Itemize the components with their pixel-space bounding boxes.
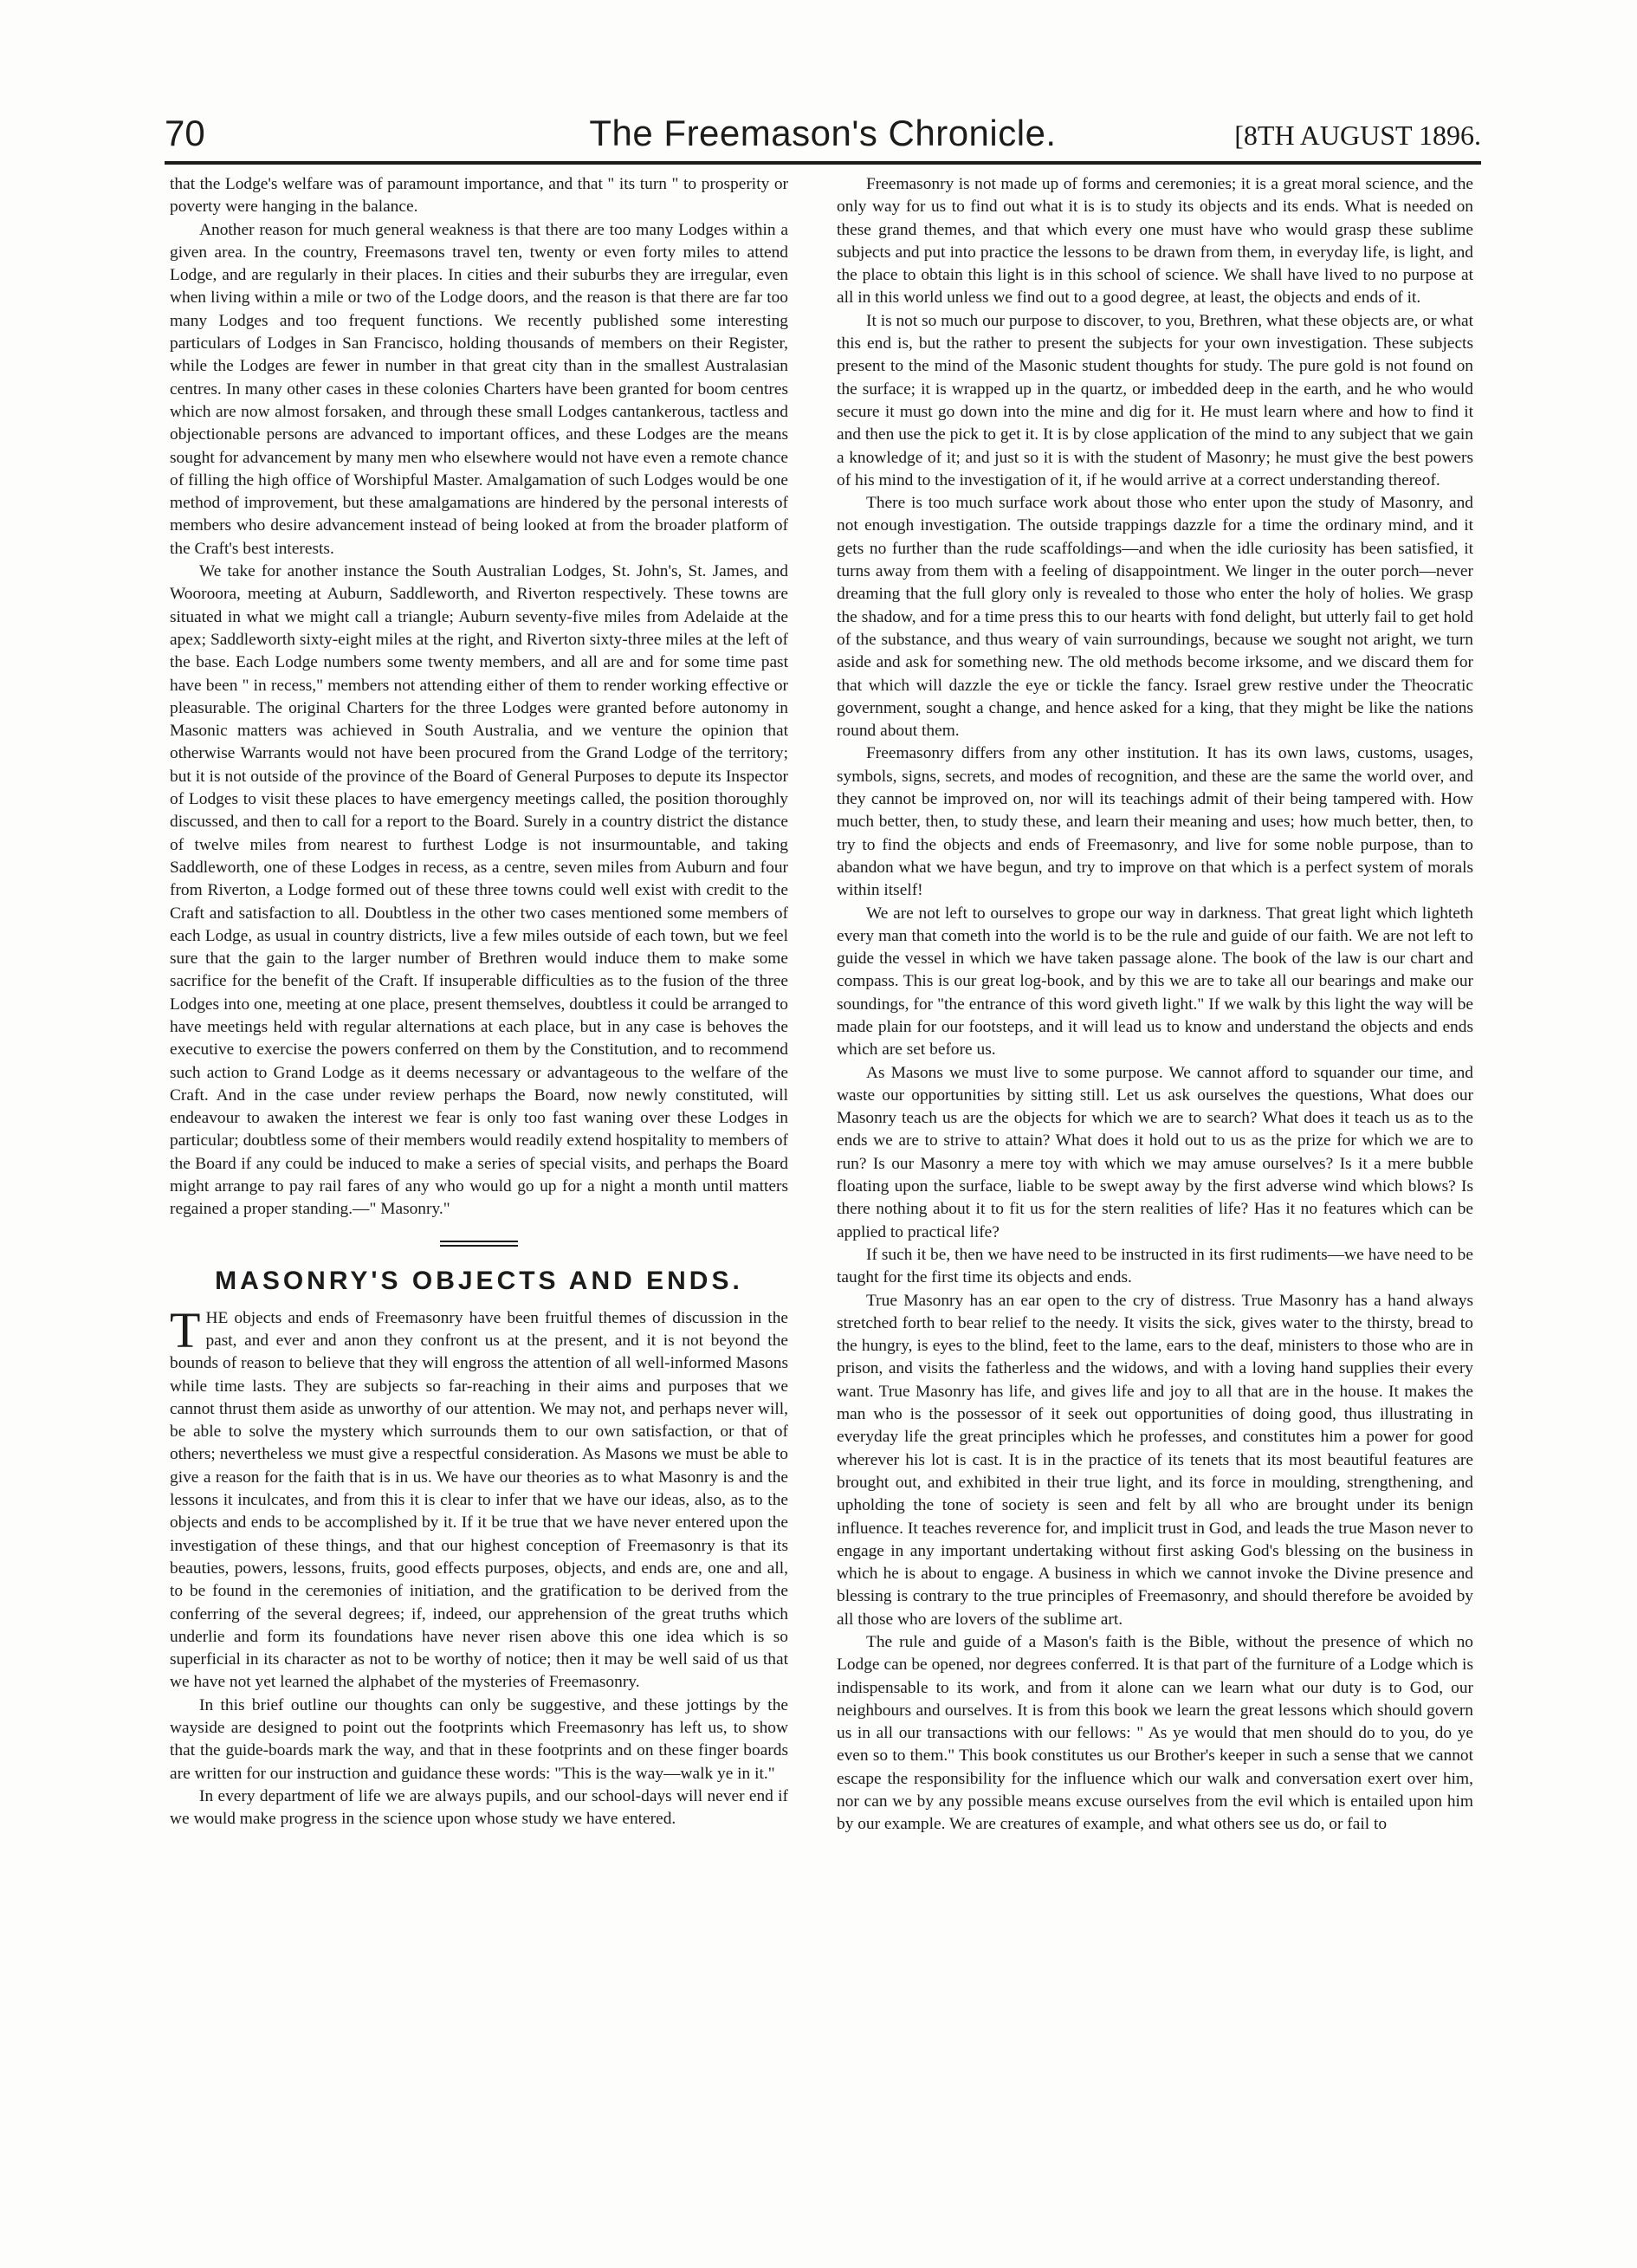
paragraph: In this brief outline our thoughts can only be suggestive, and these jottings by the wayside are designed to point out the footprints which Freemasonry has left us, to show that the guide-boards mark the way, and that in these footprints and on these finger boards are written for our instruction and guidance these words: "This is the way—walk ye in it." — [170, 1695, 788, 1783]
paragraph: As Masons we must live to some purpose. We cannot afford to squander our time, and waste our opportunities by sitting still. Let us ask ourselves the questions, What does our Masonry teach us are the objects for which we are to search? What does it teach us as to the ends we are to strive to attain? What does it hold out to us as the prize for which we are to run? Is our Masonry a mere toy with which we may amuse ourselves? Is it a mere bubble floating upon the surface, liable to be swept away by the first adverse wind which blows? Is there nothing about it to fit us for the stern realities of life? Has it no features which can be applied to practical life? — [837, 1063, 1473, 1241]
issue-date: [8TH AUGUST 1896. — [1234, 120, 1481, 151]
paragraph: We take for another instance the South Australian Lodges, St. John's, St. James, and Wooroora, meeting at Auburn, Saddleworth, and Riverton respectively. These towns are situated in what we might call a triangle; Auburn seventy-five miles from Adelaide at the apex; Saddleworth sixty-eight miles at the right, and Riverton sixty-three miles at the left of the base. Each Lodge numbers some twenty members, and all are and for some time past have been " in recess," members not attending either of them to render working effective or pleasurable. The original Charters for the three Lodges were granted before autonomy in Masonic matters was achieved in South Australia, and we venture the opinion that otherwise Warrants would not have been procured from the Grand Lodge of the territory; but it is not outside of the province of the Board of General Purposes to depute its Inspector of Lodges to visit these places to have emergency meetings called, the position thoroughly discussed, and then to call for a report to the Board. Surely in a country district the distance of twelve miles from nearest to furthest Lodge is not insurmountable, and taking Saddleworth, one of these Lodges in recess, as a centre, seven miles from Auburn and four from Riverton, a Lodge formed out of these three towns could well exist with credit to the Craft and satisfaction to all. Doubtless in the other two cases mentioned some members of each Lodge, as usual in country districts, live a few miles outside of each town, but we feel sure that the gain to the larger number of Brethren would induce them to make some sacrifice for the benefit of the Craft. If insuperable difficulties as to the fusion of the three Lodges into one, meeting at one place, present themselves, doubtless it could be arranged to have meetings held with regular alternations at each place, but in any case is behoves the executive to exercise the powers conferred on them by the Constitution, and to recommend such action to Grand Lodge as it deems necessary or advantageous to the welfare of the Craft. And in the case under review perhaps the Board, now newly constituted, will endeavour to awaken the interest we fear is only too fast waning over these Lodges in particular; doubtless some of their members would readily extend hospitality to members of the Board if any could be induced to make a series of special visits, and perhaps the Board might arrange to pay rail fares of any who would go up for a night a month until matters regained a proper standing.—" Masonry." — [170, 562, 788, 1219]
masthead-rule — [165, 161, 1481, 165]
section-divider — [440, 1241, 518, 1247]
paragraph: We are not left to ourselves to grope our way in darkness. That great light which lighteth every man that cometh into the world is to be the rule and guide of our faith. We are not left to guide the vessel in which we have taken passage alone. The book of the law is our chart and compass. This is our great log-book, and by this we are to take all our bearings and make our soundings, for "the entrance of this word giveth light." If we walk by this light the way will be made plain for our footsteps, and it will lead us to know and understand the objects and ends which are set before us. — [837, 904, 1473, 1059]
paragraph: Freemasonry is not made up of forms and ceremonies; it is a great moral science, and the only way for us to find out what it is is to study its objects and its ends. What is needed on these grand themes, and that which every one must have who would grasp these sublime subjects and put into practice the lessons to be drawn from them, in everyday life, is light, and the place to obtain this light is in this school of science. We shall have lived to no purpose at all in this world unless we find out to a good degree, at least, the objects and ends of it. — [837, 175, 1473, 308]
paragraph: There is too much surface work about those who enter upon the study of Masonry, and not enough investigation. The outside trappings dazzle for a time the ordinary mind, and it gets no further than the rude scaffoldings—and when the idle curiosity has been satisfied, it turns away from them with a feeling of disappointment. We linger in the outer porch—never dreaming that the full glory only is revealed to those who enter the holy of holies. We grasp the shadow, and for a time press this to our hearts with fond delight, but utterly fail to get hold of the substance, and thus weary of vain surroundings, because we sought not aright, we turn aside and ask for something new. The old methods become irksome, and we discard them for that which will dazzle the eye or tickle the fancy. Israel grew restive under the Theocratic government, sought a change, and hence asked for a king, that they might be like the nations round about them. — [837, 494, 1473, 741]
paragraph: If such it be, then we have need to be instructed in its first rudiments—we have need to be taught for the first time its objects and ends. — [837, 1245, 1473, 1287]
right-column — [837, 173, 1473, 1837]
paragraph: In every department of life we are always pupils, and our school-days will never end if we would make progress in the science upon whose study we have entered. — [170, 1786, 788, 1829]
article-first-paragraph-text: HE objects and ends of Freemasonry have been fruitful themes of discussion in the past, and ever and anon they confront us at the present, and it is not beyond the bounds of reason to believe that they will engross the attention of all well-informed Masons while time lasts. They are subjects so far-reaching in their aims and purposes that we cannot thrust them aside as unworthy of our attention. We may not, and perhaps never will, be able to solve the mystery which surrounds them to our own satisfaction, or that of others; nevertheless we must give a respectful consideration. As Masons we must be able to give a reason for the faith that is in us. We have our theories as to what Masonry is and the lessons it inculcates, and from this it is clear to infer that we have our ideas, also, as to the objects and ends to be accomplished by it. If it be true that we have never entered upon the investigation of these things, and that our highest conception of Freemasonry is that its beauties, powers, lessons, fruits, good effects purposes, objects, and ends are, one and all, to be found in the ceremonies of initiation, and the gratification to be derived from the conferring of the several degrees; if, indeed, our apprehension of the great truths which underlie and form its foundations have never risen above this one idea which is so superficial in its character as not to be worthy of notice; then it may be well said of us that we have not yet learned the alphabet of the mysteries of Freemasonry. — [170, 1308, 788, 1692]
left-column — [170, 173, 788, 1831]
paragraph: It is not so much our purpose to discover, to you, Brethren, what these objects are, or what this end is, but the rather to present the subjects for your own investigation. These subjects present to the mind of the Masonic student thoughts for study. The pure gold is not found on the surface; it is wrapped up in the quartz, or imbedded deep in the earth, and he who would secure it must go down into the mine and dig for it. He must learn where and how to find it and then use the pick to get it. It is by close application of the mind to any subject that we gain a knowledge of it; and just so it is with the student of Masonry; he must give the best powers of his mind to the investigation of it, if he would arrive at a correct understanding thereof. — [837, 311, 1473, 489]
paragraph: True Masonry has an ear open to the cry of distress. True Masonry has a hand always stretched forth to bear relief to the needy. It visits the sick, gives water to the thirsty, bread to the hungry, is eyes to the blind, feet to the lame, ears to the deaf, ministers to those who are in prison, and visits the fatherless and the widows, and with a loving hand supplies their every want. True Masonry has life, and gives life and joy to all that are in the house. It makes the man who is the possessor of it seek out opportunities of doing good, thus illustrating in everyday life the great principles which he professes, and constitutes him a power for good wherever his lot is cast. It is in the practice of its tenets that its most beautiful features are brought out, and exhibited in their true light, and its force in moulding, strengthening, and upholding the tone of society is seen and felt by all who are brought under its benign influence. It teaches reverence for, and implicit trust in God, and leads the true Mason never to engage in any important undertaking without first asking God's blessing on the business in which he is about to engage. A business in which we cannot invoke the Divine presence and blessing is contrary to the true principles of Freemasonry, and should therefore be avoided by all those who are lovers of the sublime art. — [837, 1291, 1473, 1629]
article-first-paragraph — [170, 1301, 788, 1695]
page-number: 70 — [165, 113, 205, 153]
paragraph: The rule and guide of a Mason's faith is the Bible, without the presence of which no Lodge can be opened, nor degrees conferred. It is that part of the furniture of a Lodge which is indispensable to its work, and from it alone can we learn what our duty is to God, our neighbours and ourselves. It is from this book we learn the great lessons which should govern us in all our transactions with our fellows: " As ye would that men should do to you, do ye even so to them." This book constitutes us our Brother's keeper in such a sense that we cannot escape the responsibility for the influence which our walk and conversation exert over him, nor can we by any possible means excuse ourselves from the evil which is entailed upon him by our example. We are creatures of example, and what others see us do, or fail to — [837, 1633, 1473, 1834]
continued-paragraph: that the Lodge's welfare was of paramount importance, and that " its turn " to prosperity or poverty were hanging in the balance. — [170, 175, 788, 217]
paragraph: Another reason for much general weakness is that there are too many Lodges within a given area. In the country, Freemasons travel ten, twenty or even forty miles to attend Lodge, and are regularly in their places. In cities and their suburbs they are irregular, even when living within a mile or two of the Lodge doors, and the reason is that there are far too many Lodges and too frequent functions. We recently published some interesting particulars of Lodges in San Francisco, holding thousands of members on their Register, while the Lodges are fewer in number in that great city than in the smallest Australasian centres. In many other cases in these colonies Charters have been granted for boom centres which are now almost forsaken, and through these small Lodges cantankerous, tactless and objectionable persons are advanced to important offices, and these Lodges are the means sought for advancement by many men who elsewhere would not have even a remote chance of filling the high office of Worshipful Master. Amalgamation of such Lodges would be one method of improvement, but these amalgamations are hindered by the personal interests of members who desire advancement instead of being looked at from the broader platform of the Craft's best interests. — [170, 220, 788, 558]
journal-title: The Freemason's Chronicle. — [589, 113, 1057, 153]
article-heading: MASONRY'S OBJECTS AND ENDS. — [215, 1266, 743, 1295]
paragraph: Freemasonry differs from any other institution. It has its own laws, customs, usages, symbols, signs, secrets, and modes of recognition, and these are the same the world over, and they cannot be improved on, nor will its teachings admit of their being tampered with. How much better, then, to study these, and learn their meaning and uses; how much better, then, to try to find the objects and ends of Freemasonry, and live for some noble purpose, than to abandon what we have begun, and try to improve on that which is a perfect system of morals within itself! — [837, 744, 1473, 900]
drop-cap: T — [170, 1301, 201, 1358]
masthead — [165, 111, 1481, 156]
